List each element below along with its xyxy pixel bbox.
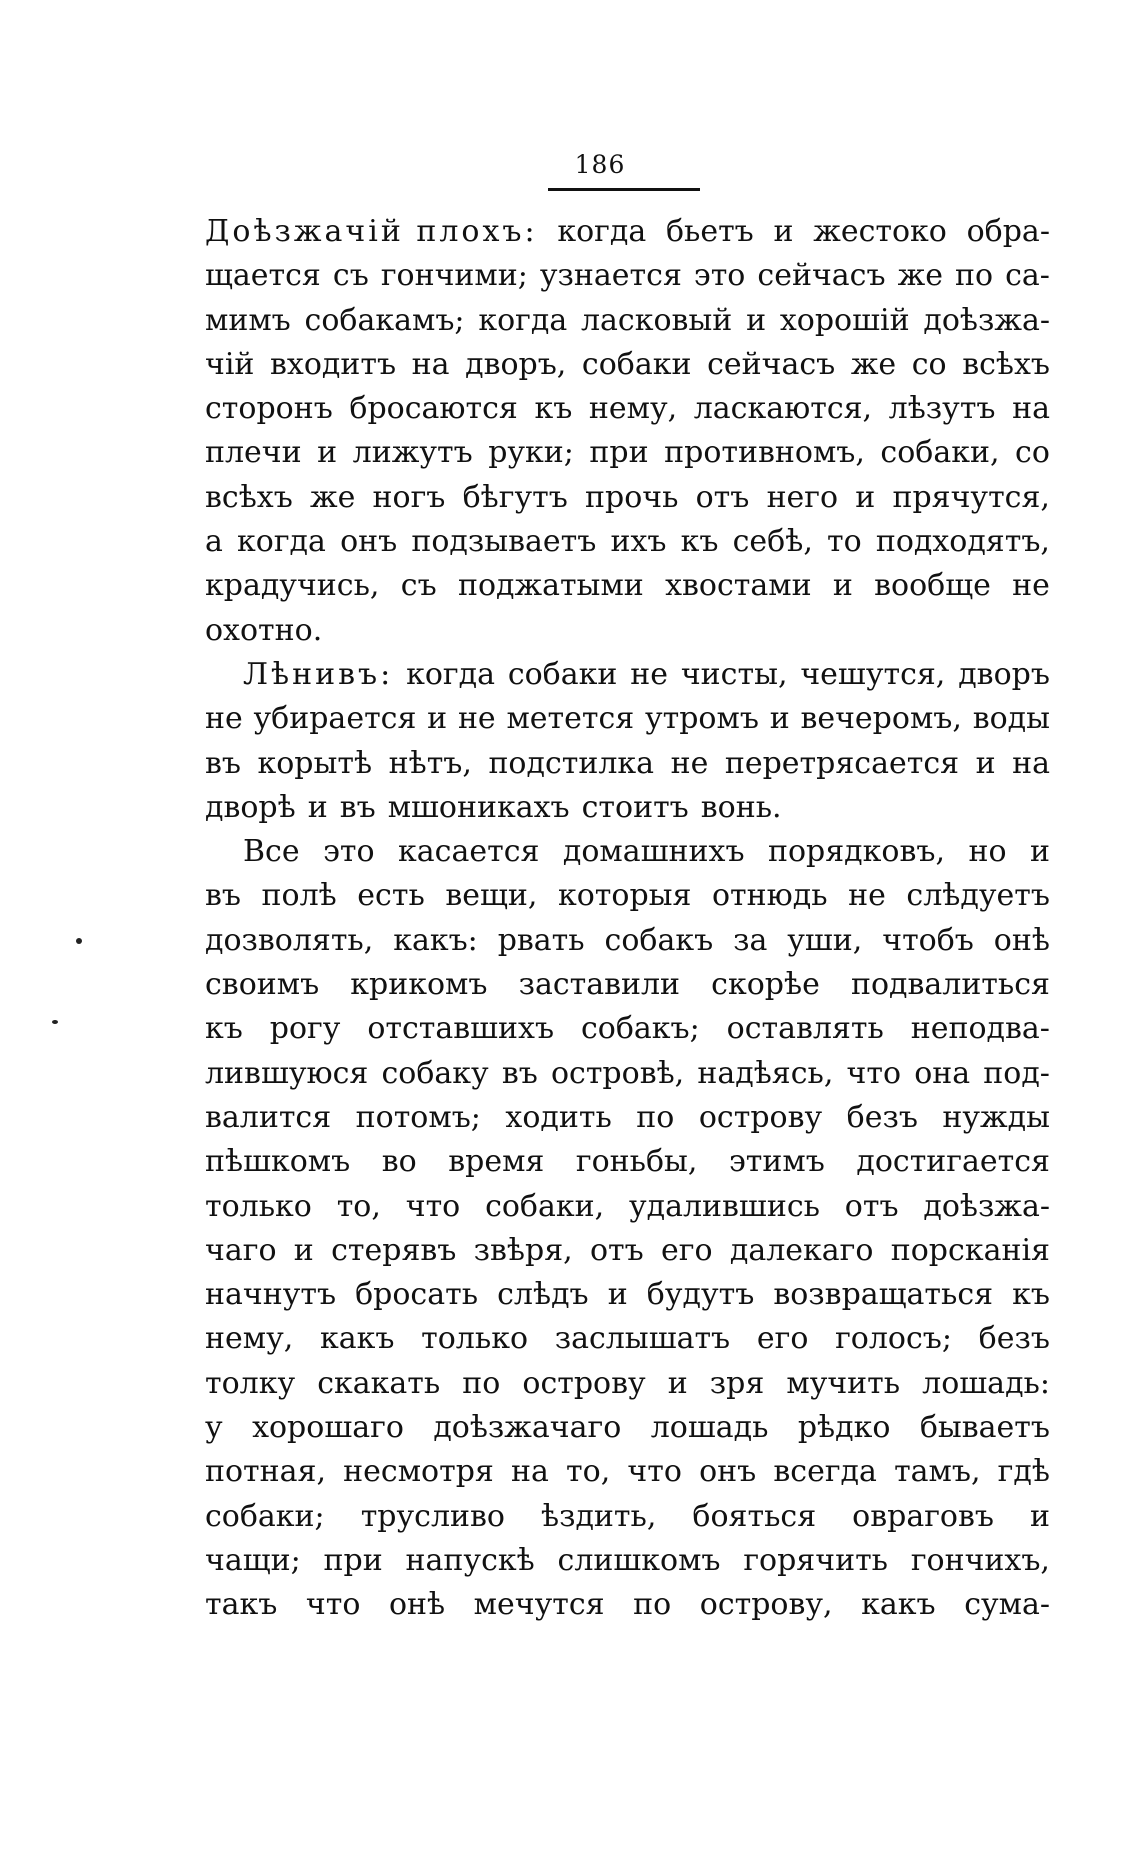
word: мучить <box>786 1365 901 1401</box>
word: оставлять <box>726 1011 884 1047</box>
word: подвалиться <box>850 967 1050 1003</box>
word: во <box>381 1144 417 1180</box>
word: въ <box>339 789 376 825</box>
word: въ <box>205 745 241 781</box>
text-line <box>205 431 1050 475</box>
page-header <box>0 150 1140 179</box>
text-line <box>205 653 1050 697</box>
word: острову, <box>699 1587 833 1623</box>
word: отъ <box>844 1188 899 1224</box>
word: скорѣе <box>711 967 820 1003</box>
word: доѣзжа- <box>923 1188 1050 1224</box>
word: этимъ <box>729 1144 825 1180</box>
word: же <box>850 346 897 382</box>
paragraph <box>205 830 1050 1627</box>
word: доѣзжа- <box>923 302 1050 338</box>
text-line <box>205 874 1050 918</box>
word: своимъ <box>205 967 320 1003</box>
word: въ <box>501 1055 538 1091</box>
word: себѣ, <box>732 524 813 560</box>
word: безъ <box>846 1099 918 1135</box>
word: нему, <box>205 1321 294 1357</box>
word: это <box>323 834 375 870</box>
word: подзываетъ <box>411 524 597 560</box>
word: то <box>827 524 862 560</box>
word: уши, <box>787 922 863 958</box>
word: ласкаются, <box>693 391 873 427</box>
word: нему, <box>588 391 678 427</box>
word: на <box>511 1454 549 1490</box>
word: что <box>846 1055 902 1091</box>
word: какъ: <box>393 922 478 958</box>
word: не <box>630 656 668 692</box>
word: крикомъ <box>350 967 488 1003</box>
word: съ <box>332 258 369 294</box>
text-line <box>205 1362 1050 1406</box>
word: не <box>205 701 243 737</box>
word: есть <box>357 878 425 914</box>
word: къ <box>680 524 719 560</box>
word: доѣзжачаго <box>433 1410 622 1446</box>
word: и <box>773 214 794 249</box>
text-line <box>205 830 1050 874</box>
word: порсканія <box>890 1232 1050 1268</box>
word: то, <box>336 1188 381 1224</box>
word: слѣдъ <box>497 1277 589 1313</box>
word: только <box>421 1321 529 1357</box>
word: заставили <box>518 967 681 1003</box>
text-line <box>205 254 1050 298</box>
word: гончихъ, <box>910 1542 1050 1578</box>
text-line <box>205 520 1050 564</box>
word: которыя <box>557 878 692 914</box>
word: а <box>205 524 223 560</box>
word: и <box>317 435 338 471</box>
text-line <box>205 1229 1050 1273</box>
word: рогу <box>269 1011 341 1047</box>
text-line <box>205 1007 1050 1051</box>
word: за <box>733 922 768 958</box>
word: трусливо <box>360 1498 505 1534</box>
word: ѣздить, <box>541 1498 657 1534</box>
paragraph <box>205 653 1050 830</box>
word: бояться <box>692 1498 817 1534</box>
word: убирается <box>253 701 417 737</box>
word: Доѣзжачій плохъ: <box>205 214 538 249</box>
word: прячутся, <box>892 479 1050 515</box>
word: къ <box>205 1011 243 1047</box>
word: голосъ; <box>835 1321 952 1357</box>
word: чаго <box>205 1232 277 1268</box>
word: только <box>205 1188 312 1224</box>
word: крадучись, <box>205 568 380 604</box>
word: по <box>462 1365 501 1401</box>
word: когда <box>406 656 495 692</box>
word: собакамъ; <box>304 302 465 338</box>
word: когда <box>557 214 647 249</box>
word: подстилка <box>488 745 655 781</box>
text-line <box>205 1450 1050 1494</box>
word: рвать <box>497 922 585 958</box>
word: дозволять, <box>205 922 374 958</box>
text-line <box>205 742 1050 786</box>
word: бѣгутъ <box>462 479 568 515</box>
print-speck <box>52 1020 58 1024</box>
word: тамъ, <box>894 1454 981 1490</box>
word: всѣхъ <box>205 479 293 515</box>
text-line <box>205 387 1050 431</box>
word: перетрясается <box>724 745 960 781</box>
word: гончими; <box>380 258 528 294</box>
word: при <box>323 1542 383 1578</box>
word: не <box>670 745 709 781</box>
word: и <box>1029 834 1050 870</box>
word: острову <box>522 1365 646 1401</box>
word: неподва- <box>910 1011 1050 1047</box>
word: и <box>746 302 767 338</box>
word: на <box>411 346 450 382</box>
word: и <box>1030 1498 1050 1534</box>
word: его <box>661 1232 713 1268</box>
word: несмотря <box>343 1454 494 1490</box>
word: достигается <box>856 1144 1050 1180</box>
word: воды <box>972 701 1050 737</box>
word: въ <box>205 878 241 914</box>
word: же <box>309 479 356 515</box>
word: гоньбы, <box>575 1144 698 1180</box>
word: чащи; <box>205 1542 301 1578</box>
word: его <box>756 1321 809 1357</box>
text-line <box>205 299 1050 343</box>
word: отъ <box>589 1232 644 1268</box>
word: Лѣнивъ: <box>243 656 394 692</box>
word: заслышатъ <box>554 1321 731 1357</box>
word: надѣясь, <box>697 1055 834 1091</box>
word: собакъ; <box>580 1011 700 1047</box>
text-line <box>205 1273 1050 1317</box>
word: и <box>769 701 790 737</box>
word: входитъ <box>270 346 397 382</box>
word: мимъ <box>205 302 291 338</box>
text-line <box>205 476 1050 520</box>
word: и <box>307 789 328 825</box>
word: хорошаго <box>252 1410 404 1446</box>
word: и <box>293 1232 314 1268</box>
word: къ <box>534 391 573 427</box>
text-line <box>205 1096 1050 1140</box>
word: дворѣ <box>205 789 296 825</box>
text-line <box>205 786 1050 830</box>
word: будутъ <box>646 1277 755 1313</box>
text-line <box>205 609 1050 653</box>
word: собаки <box>581 346 692 382</box>
word: но <box>968 834 1007 870</box>
text-line <box>205 1495 1050 1539</box>
word: собаки; <box>205 1498 325 1534</box>
word: толку <box>205 1365 296 1401</box>
text-line <box>205 564 1050 608</box>
word: стоитъ <box>581 789 689 825</box>
word: порядковъ, <box>768 834 945 870</box>
word: ихъ <box>610 524 667 560</box>
word: лижутъ <box>352 435 473 471</box>
word: со <box>1015 435 1050 471</box>
paragraph <box>205 210 1050 653</box>
text-line <box>205 1583 1050 1627</box>
print-speck <box>76 938 82 944</box>
word: обра- <box>966 214 1050 249</box>
word: звѣря, <box>473 1232 573 1268</box>
word: и <box>427 701 448 737</box>
word: и <box>832 568 853 604</box>
word: чій <box>205 346 255 382</box>
word: удалившись <box>628 1188 820 1224</box>
word: стерявъ <box>331 1232 457 1268</box>
word: не <box>1012 568 1050 604</box>
word: лѣзутъ <box>888 391 996 427</box>
text-line <box>205 1140 1050 1184</box>
word: по <box>636 1099 675 1135</box>
word: это <box>693 258 746 294</box>
word: бросать <box>355 1277 479 1313</box>
text-line <box>205 1317 1050 1361</box>
word: онѣ <box>993 922 1050 958</box>
word: сума- <box>964 1587 1050 1623</box>
word: собаки <box>507 656 618 692</box>
word: касается <box>398 834 540 870</box>
word: хорошій <box>779 302 910 338</box>
word: дворъ, <box>465 346 567 382</box>
word: поджатыми <box>457 568 644 604</box>
word: подходятъ, <box>875 524 1050 560</box>
text-line <box>205 343 1050 387</box>
word: отъ <box>695 479 750 515</box>
text-line <box>205 1539 1050 1583</box>
word: что <box>627 1454 682 1490</box>
word: напускѣ <box>405 1542 535 1578</box>
header-rule <box>548 188 700 191</box>
word: на <box>1012 745 1050 781</box>
word: по <box>633 1587 672 1623</box>
word: под- <box>983 1055 1050 1091</box>
word: потная, <box>205 1454 326 1490</box>
word: при <box>589 435 649 471</box>
word: онъ <box>340 524 398 560</box>
word: не <box>457 701 496 737</box>
word: и <box>975 745 996 781</box>
word: островѣ, <box>550 1055 685 1091</box>
word: чисты, <box>680 656 788 692</box>
word: полѣ <box>261 878 337 914</box>
word: острову <box>698 1099 823 1135</box>
word: метется <box>506 701 635 737</box>
word: горячить <box>743 1542 888 1578</box>
word: нѣтъ, <box>388 745 472 781</box>
word: узнается <box>539 258 682 294</box>
text-line <box>205 1406 1050 1450</box>
word: онъ <box>699 1454 757 1490</box>
word: же <box>897 258 943 294</box>
word: мшоникахъ <box>387 789 570 825</box>
word: лошадь: <box>922 1365 1050 1401</box>
word: собакъ <box>604 922 714 958</box>
word: собаки, <box>485 1188 605 1224</box>
page-number: 186 <box>574 150 626 179</box>
word: когда <box>237 524 326 560</box>
word: ходить <box>505 1099 612 1135</box>
word: пѣшкомъ <box>205 1144 351 1180</box>
word: у <box>205 1410 223 1446</box>
word: съ <box>400 568 437 604</box>
word: то, <box>566 1454 611 1490</box>
word: плечи <box>205 435 302 471</box>
word: бьетъ <box>665 214 754 249</box>
word: такъ <box>205 1587 278 1623</box>
word: онѣ <box>388 1587 446 1623</box>
word: и <box>855 479 876 515</box>
word: корытѣ <box>257 745 373 781</box>
word: начнутъ <box>205 1277 337 1313</box>
word: скакать <box>317 1365 441 1401</box>
word: чтобъ <box>882 922 974 958</box>
word: бросаются <box>349 391 518 427</box>
word: всегда <box>773 1454 877 1490</box>
word: нужды <box>942 1099 1050 1135</box>
word: къ <box>1012 1277 1050 1313</box>
word: утромъ <box>644 701 759 737</box>
word: него <box>766 479 839 515</box>
word: противномъ, <box>664 435 865 471</box>
word: что <box>305 1587 361 1623</box>
word: Все <box>243 834 300 870</box>
word: слѣдуетъ <box>906 878 1050 914</box>
word: вонь. <box>700 789 782 825</box>
body-text <box>205 210 1050 1628</box>
word: ногъ <box>372 479 446 515</box>
word: овраговъ <box>852 1498 994 1534</box>
word: са- <box>1005 258 1050 294</box>
word: зря <box>709 1365 765 1401</box>
word: охотно. <box>205 612 323 648</box>
word: чешутся, <box>800 656 946 692</box>
word: жестоко <box>813 214 947 249</box>
text-line <box>205 919 1050 963</box>
word: дворъ <box>958 656 1050 692</box>
word: потомъ; <box>355 1099 481 1135</box>
word: ласковый <box>580 302 733 338</box>
word: возвращаться <box>773 1277 994 1313</box>
text-line <box>205 697 1050 741</box>
word: щается <box>205 258 321 294</box>
word: прочь <box>585 479 679 515</box>
word: со <box>911 346 947 382</box>
word: далекаго <box>729 1232 874 1268</box>
word: хвостами <box>665 568 812 604</box>
word: и <box>667 1365 688 1401</box>
word: время <box>448 1144 545 1180</box>
text-line <box>205 1052 1050 1096</box>
word: какъ <box>861 1587 936 1623</box>
word: руки; <box>488 435 574 471</box>
word: по <box>955 258 994 294</box>
word: на <box>1012 391 1050 427</box>
word: собаки, <box>880 435 1000 471</box>
word: отнюдь <box>712 878 828 914</box>
word: отставшихъ <box>367 1011 555 1047</box>
word: лившуюся <box>205 1055 369 1091</box>
word: вообще <box>874 568 991 604</box>
word: что <box>405 1188 461 1224</box>
word: собаку <box>381 1055 489 1091</box>
word: валится <box>205 1099 332 1135</box>
word: и <box>607 1277 628 1313</box>
word: рѣдко <box>797 1410 891 1446</box>
word: безъ <box>978 1321 1050 1357</box>
word: всѣхъ <box>962 346 1050 382</box>
word: не <box>848 878 886 914</box>
word: сейчасъ <box>757 258 886 294</box>
word: вещи, <box>445 878 538 914</box>
word: когда <box>478 302 568 338</box>
word: бываетъ <box>919 1410 1050 1446</box>
word: домашнихъ <box>562 834 745 870</box>
text-line <box>205 1185 1050 1229</box>
text-line <box>205 963 1050 1007</box>
word: гдѣ <box>997 1454 1050 1490</box>
word: сейчасъ <box>707 346 836 382</box>
word: мечутся <box>473 1587 605 1623</box>
word: сторонъ <box>205 391 333 427</box>
word: она <box>914 1055 971 1091</box>
word: вечеромъ, <box>800 701 962 737</box>
word: какъ <box>319 1321 395 1357</box>
text-line <box>205 210 1050 254</box>
word: слишкомъ <box>557 1542 721 1578</box>
word: лошадь <box>650 1410 769 1446</box>
